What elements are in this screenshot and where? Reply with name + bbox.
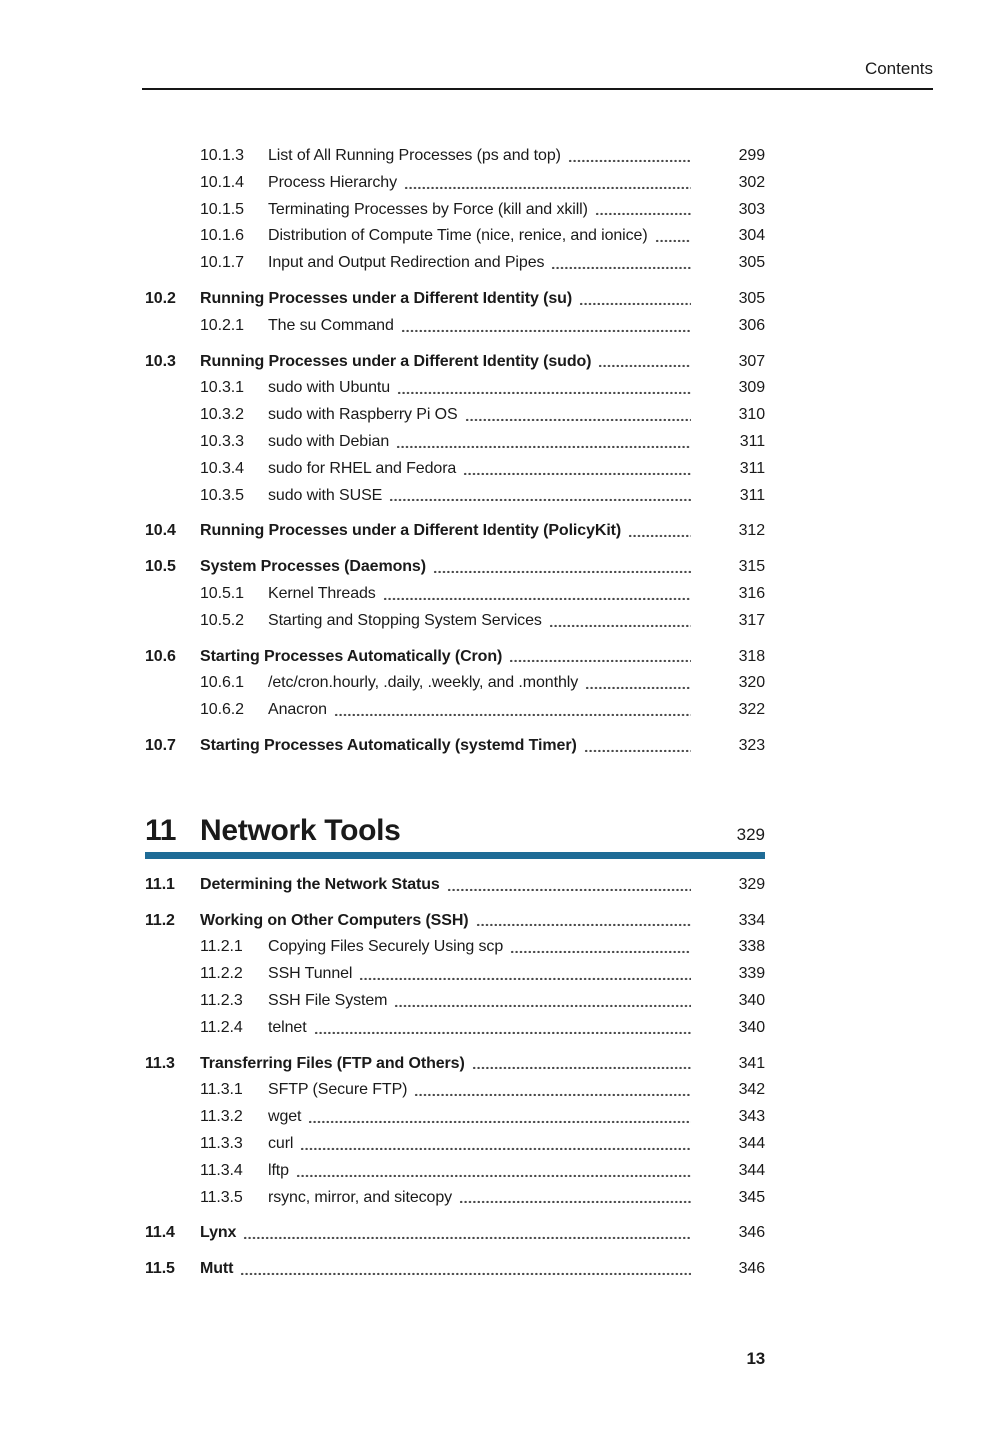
- toc-entry: [145, 456, 765, 483]
- toc-entry-number: 10.1.4: [200, 173, 244, 191]
- page-number-folio: 13: [746, 1349, 765, 1368]
- toc-entry-title: wget: [268, 1108, 302, 1126]
- toc-entry-page: 320: [738, 674, 765, 692]
- toc-entry-page: 303: [738, 200, 765, 218]
- toc-entry: [145, 313, 765, 340]
- toc-entry: [145, 1077, 765, 1104]
- toc-entry-page: 316: [738, 584, 765, 602]
- toc-entry: [145, 349, 765, 376]
- toc-entry-title: System Processes (Daemons): [200, 558, 426, 576]
- toc-entry-title: lftp: [268, 1161, 289, 1179]
- toc-entry-title: List of All Running Processes (ps and top): [268, 147, 561, 164]
- toc-entry-title: Process Hierarchy: [268, 173, 398, 191]
- toc-entry-number: 10.3.3: [200, 432, 244, 450]
- toc-entry-number: 11.4: [145, 1224, 175, 1242]
- toc-entry: [145, 483, 765, 510]
- toc-entry-title: Starting Processes Automatically (Cron): [200, 647, 503, 665]
- toc-entry-number: 10.5: [145, 558, 176, 576]
- toc-entry: [145, 608, 765, 635]
- toc-entry-title: Determining the Network Status: [200, 875, 440, 893]
- toc-entry: [145, 1256, 765, 1283]
- toc-entry-page: 309: [738, 379, 765, 397]
- toc-entry-page: 305: [738, 289, 765, 307]
- toc-entry-page: 344: [738, 1161, 765, 1179]
- toc-entry-page: 310: [738, 406, 765, 424]
- toc-entry-title: sudo with Debian: [268, 432, 390, 450]
- toc-entry: [145, 286, 765, 313]
- toc-entry-page: 346: [738, 1224, 765, 1242]
- dot-leader: [628, 533, 691, 537]
- toc-entry-number: 10.3: [145, 352, 176, 370]
- dot-leader: [476, 922, 691, 926]
- toc-entry: [145, 644, 765, 671]
- toc-entry-title: Mutt: [200, 1260, 234, 1278]
- toc-entry: [145, 961, 765, 988]
- dot-leader: [585, 685, 691, 689]
- toc-entry-number: 11.2.4: [200, 1018, 243, 1036]
- toc-entry-page: 318: [738, 647, 765, 665]
- toc-entry-title: telnet: [268, 1018, 307, 1036]
- dot-leader: [598, 363, 691, 367]
- toc-entry: [145, 250, 765, 277]
- dot-leader: [549, 623, 691, 627]
- toc-entry-page: 340: [738, 1018, 765, 1036]
- toc-entry-number: 10.5.2: [200, 611, 244, 629]
- toc-entry-page: 346: [738, 1260, 765, 1278]
- toc-entry-number: 11.2.1: [200, 938, 243, 956]
- toc-entry-page: 317: [738, 611, 765, 629]
- dot-leader: [414, 1092, 691, 1096]
- toc-entry: [145, 143, 765, 170]
- dot-leader: [308, 1119, 691, 1123]
- toc-entry: [145, 908, 765, 935]
- dot-leader: [579, 301, 691, 305]
- toc-entry: [145, 170, 765, 197]
- dot-leader: [465, 417, 691, 421]
- toc-entry-number: 11.3.2: [200, 1108, 243, 1126]
- toc-entry: [145, 697, 765, 724]
- toc-entry-number: 10.6: [145, 647, 176, 665]
- toc-entry-page: 339: [738, 965, 765, 983]
- dot-leader: [300, 1146, 691, 1150]
- toc-entry-page: 342: [738, 1081, 765, 1099]
- toc-entry-title: Terminating Processes by Force (kill and xkill): [268, 200, 588, 218]
- toc-entry-title: sudo with Ubuntu: [268, 379, 391, 397]
- toc-entry-page: 304: [738, 227, 765, 245]
- toc-entry-title: Input and Output Redirection and Pipes: [268, 254, 545, 272]
- toc-entry-page: 340: [738, 991, 765, 1009]
- toc-entry: [145, 1015, 765, 1042]
- toc-entry-number: 11.3: [145, 1054, 175, 1072]
- dot-leader: [359, 976, 691, 980]
- dot-leader: [459, 1199, 691, 1203]
- toc-entry-title: Kernel Threads: [268, 584, 376, 602]
- toc-entry-title: SSH Tunnel: [268, 965, 353, 983]
- toc-entry-page: 338: [738, 938, 765, 956]
- toc-entry-title: Lynx: [200, 1224, 237, 1242]
- toc-entry-title: Starting Processes Automatically (systemd Timer): [200, 736, 577, 754]
- toc-entry-page: 323: [738, 736, 765, 754]
- toc-entry-title: sudo with SUSE: [268, 486, 383, 504]
- toc-entry-title: Anacron: [268, 701, 327, 719]
- dot-leader: [404, 185, 691, 189]
- toc-entry-page: 344: [738, 1134, 765, 1152]
- toc-entry-title: SSH File System: [268, 991, 388, 1009]
- toc-entry-number: 10.4: [145, 522, 176, 540]
- toc-entry-title: Transferring Files (FTP and Others): [200, 1054, 465, 1072]
- toc-entry-page: 343: [738, 1108, 765, 1126]
- toc-entry-number: 10.5.1: [200, 584, 244, 602]
- dot-leader: [383, 596, 691, 600]
- dot-leader: [243, 1235, 691, 1239]
- toc-entry-number: 10.6.2: [200, 701, 244, 719]
- toc-entry-number: 11.2: [145, 911, 175, 929]
- toc-entry: [145, 872, 765, 899]
- toc-entry-title: Running Processes under a Different Identity (su): [200, 289, 573, 307]
- toc-entry-title: sudo for RHEL and Fedora: [268, 459, 457, 477]
- dot-leader: [397, 390, 691, 394]
- dot-leader: [472, 1065, 691, 1069]
- toc-entry-title: rsync, mirror, and sitecopy: [268, 1188, 453, 1206]
- dot-leader: [584, 748, 691, 752]
- dot-leader: [595, 211, 691, 215]
- toc-entry: [145, 1158, 765, 1185]
- toc-entry-number: 10.3.4: [200, 459, 244, 477]
- dot-leader: [510, 949, 691, 953]
- header-rule: [142, 88, 933, 90]
- toc-entry: [145, 518, 765, 545]
- toc-entry-number: 10.2: [145, 289, 176, 307]
- dot-leader: [433, 569, 691, 573]
- dot-leader: [314, 1030, 691, 1034]
- toc-entry-page: 341: [738, 1054, 765, 1072]
- toc-entry-title: Working on Other Computers (SSH): [200, 911, 469, 929]
- toc-entry-page: 305: [738, 254, 765, 272]
- toc-entry-page: 311: [739, 459, 765, 477]
- dot-leader: [389, 497, 691, 501]
- toc-entry-page: 299: [738, 147, 765, 164]
- toc-entry-page: 334: [738, 911, 765, 929]
- dot-leader: [551, 265, 691, 269]
- toc-entry: [145, 197, 765, 224]
- dot-leader: [396, 444, 691, 448]
- toc-entry-number: 10.3.1: [200, 379, 244, 397]
- toc-entry-page: 306: [738, 316, 765, 334]
- toc-entry-number: 11.3.5: [200, 1188, 243, 1206]
- toc-entry-page: 322: [738, 701, 765, 719]
- toc-entry-title: Starting and Stopping System Services: [268, 611, 542, 629]
- dot-leader: [509, 658, 691, 662]
- toc-entry-number: 10.3.5: [200, 486, 244, 504]
- dot-leader: [296, 1173, 691, 1177]
- toc-entry: [145, 581, 765, 608]
- toc-entry-page: 311: [739, 432, 765, 450]
- toc-content: [145, 143, 765, 1283]
- dot-leader: [334, 712, 691, 716]
- dot-leader: [394, 1003, 691, 1007]
- toc-entry-page: 307: [738, 352, 765, 370]
- toc-entry-title: Distribution of Compute Time (nice, renice, and ionice): [268, 227, 648, 245]
- toc-entry-page: 329: [738, 875, 765, 893]
- toc-entry-number: 11.3.3: [200, 1134, 243, 1152]
- toc-entry-number: 11.2.3: [200, 991, 243, 1009]
- toc-entry-number: 10.3.2: [200, 406, 244, 424]
- toc-chapter11-entries: [145, 872, 765, 1283]
- toc-entry-number: 10.7: [145, 736, 176, 754]
- toc-entry: [145, 223, 765, 250]
- toc-entry-title: SFTP (Secure FTP): [268, 1081, 408, 1099]
- dot-leader: [463, 471, 691, 475]
- toc-entry: [145, 1104, 765, 1131]
- toc-entry-title: Running Processes under a Different Identity (PolicyKit): [200, 522, 622, 540]
- toc-entry: [145, 934, 765, 961]
- toc-entry: [145, 1220, 765, 1247]
- toc-entry-page: 302: [738, 173, 765, 191]
- toc-entry-number: 11.5: [145, 1260, 175, 1278]
- toc-entry: [145, 733, 765, 760]
- toc-entry: [145, 670, 765, 697]
- toc-entry-page: 311: [739, 486, 765, 504]
- dot-leader: [240, 1271, 691, 1275]
- dot-leader: [401, 328, 691, 332]
- toc-entry-title: Copying Files Securely Using scp: [268, 938, 504, 956]
- toc-entry-title: Running Processes under a Different Identity (sudo): [200, 352, 592, 370]
- running-header: Contents: [864, 59, 933, 78]
- toc-entry: [145, 1051, 765, 1078]
- toc-entry-page: 315: [738, 558, 765, 576]
- chapter-title: Network Tools: [200, 813, 401, 847]
- chapter-number: 11: [145, 813, 177, 847]
- toc-entry-title: The su Command: [268, 316, 394, 334]
- toc-entry-number: 11.3.1: [200, 1081, 243, 1099]
- toc-entry-number: 11.2.2: [200, 965, 243, 983]
- toc-entry: [145, 402, 765, 429]
- toc-entry: [145, 554, 765, 581]
- toc-entry-title: curl: [268, 1134, 294, 1152]
- toc-chapter10-entries: [145, 143, 765, 760]
- toc-entry-page: 312: [738, 522, 765, 540]
- toc-entry-title: /etc/cron.hourly, .daily, .weekly, and .monthly: [268, 674, 579, 692]
- toc-entry-number: 10.2.1: [200, 316, 244, 334]
- toc-entry-number: 11.1: [145, 875, 175, 893]
- toc-entry: [145, 988, 765, 1015]
- toc-entry-page: 345: [738, 1188, 765, 1206]
- toc-entry-number: 11.3.4: [200, 1161, 243, 1179]
- toc-entry-title: sudo with Raspberry Pi OS: [268, 406, 458, 424]
- toc-entry-number: 10.1.6: [200, 227, 244, 245]
- toc-entry-number: 10.6.1: [200, 674, 244, 692]
- toc-entry: [145, 375, 765, 402]
- toc-entry-number: 10.1.7: [200, 254, 244, 272]
- toc-entry: [145, 1185, 765, 1212]
- chapter-accent-rule: [145, 852, 765, 859]
- toc-entry: [145, 429, 765, 456]
- chapter-page-number: 329: [736, 824, 765, 844]
- toc-entry-number: 10.1.3: [200, 147, 244, 164]
- dot-leader: [568, 158, 691, 162]
- chapter-heading: [145, 814, 765, 848]
- dot-leader: [655, 238, 691, 242]
- toc-entry: [145, 1131, 765, 1158]
- toc-entry-number: 10.1.5: [200, 200, 244, 218]
- dot-leader: [447, 887, 691, 891]
